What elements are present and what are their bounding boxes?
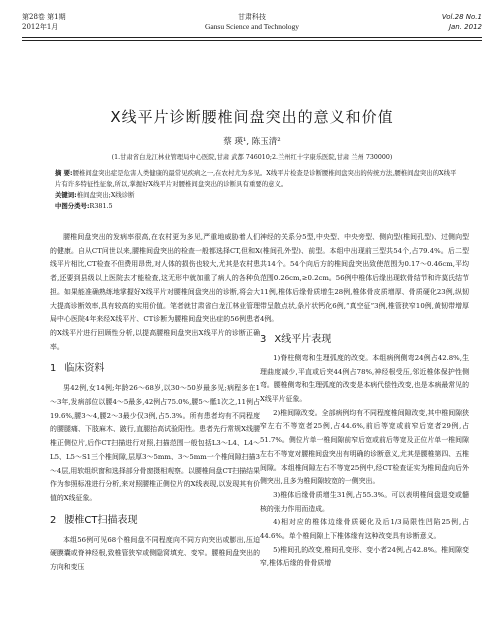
section-1-title: 临床资料 (64, 363, 105, 375)
section-2-number: 2 (50, 514, 57, 526)
section-3-title: X线平片表现 (274, 333, 332, 345)
right-column (260, 231, 469, 571)
volume-issue: 第28卷 第1期 (22, 13, 66, 21)
section-2-title: 腰椎CT扫描表现 (64, 514, 138, 526)
date-en: Jan. 2012 (448, 23, 482, 31)
section-3-number: 3 (260, 333, 267, 345)
section-1-number: 1 (50, 363, 57, 375)
section-2-heading (50, 513, 260, 529)
finding-item-4: 4)相对应的椎体边缘骨质硬化及后1/3局限性凹陷25例,占44.6%。单个椎间隙上下椎体缘有这种改变具有诊断意义。 (260, 518, 469, 541)
keywords-label: 关键词: (55, 191, 77, 199)
header-right (442, 12, 482, 32)
abstract-label: 摘 要: (55, 169, 73, 177)
journal-name-en: Gansu Science and Technology (204, 22, 300, 31)
volume-en: Vol.28 No.1 (441, 13, 482, 21)
finding-item-1: 1)脊柱侧弯和生理弧度的改变。本组病例侧弯24例占42.8%,生理曲度减少,平直或后突44例占78%,神经根受压,邻近椎体保护性侧弯。腰椎侧弯和生理弧度的改变是本病代偿性改变,也是本病最常见的X线平片征象。 (260, 353, 469, 404)
keywords-text: 椎间盘突出;X线诊断 (76, 191, 135, 199)
clc-text: R381.5 (89, 202, 113, 210)
publication-date: 2012年1月 (22, 23, 59, 31)
article-authors: 蔡 瑛¹, 陈玉清² (223, 137, 281, 147)
header-rule-thick (22, 37, 482, 38)
section-3-heading (260, 332, 469, 348)
abstract-text: 腰椎间盘突出症是危害人类健康的最常见疾病之一,在农村尤为多见。X线平片检查是诊断腰椎间盘突出的传统方法,腰椎间盘突出的X线平片有许多特征性征象,所以,掌握好X线平片对腰椎间盘突出的诊断具有重要的意义。 (55, 169, 457, 188)
journal-name-cn: 甘肃科技 (238, 13, 266, 21)
abstract (55, 168, 459, 190)
keywords (55, 190, 459, 201)
header-rule-thin (22, 40, 482, 41)
author-affiliation: (1.甘肃省白龙江林业管理局中心医院,甘肃 武都 746010;2.兰州红十字康乐医院,甘肃 兰州 730000) (111, 154, 393, 161)
intro-paragraph: 腰椎间盘突出的发病率很高,在农村更为多见,严重地威胁着人们的健康。自从CT问世以来,腰椎间盘突出的检查一般都选择CT,但和X线平片相比,CT检查不但费用昂贵,对人体的损伤也较大,尤其是农村患者,还要到县级以上医院去才能检查,这无形中就加重了病人的各种负担。如果能准确熟练地掌握好X线平片对腰椎间盘突出的诊断,将会大大提高诊断效率,具有较高的实用价值。笔者就甘肃省白龙江林业管理局中心医院4年来经X线平片、CT诊断为腰椎间盘突出症的56例患者的X线平片进行回顾性分析,以提高腰椎间盘突出X线平片的诊断正确率。 (50, 233, 260, 351)
section-2-paragraph: 本组56例可见68个椎间盘不同程度向不同方向突出或膨出,压迫硬膜囊或脊神经根,致椎管狭窄或侧隐窝填充、变窄。腰椎间盘突出的方向和变压 (50, 535, 260, 572)
clc-number (55, 201, 459, 212)
continued-paragraph: 神经的关系分5型,中央型、中央旁型、侧向型(椎间孔型)、过侧向型(椎间孔外型)、前型。本组中出现前三型共54个,占79.4%。后二型共14个。54个向后方的椎间盘突出致使范围为0.17～0.46cm,平均范围0.26cm,≥0.2cm。56例中椎体后缘出现软骨结节和许莫氏结节11例,椎体后缘骨质增生28例,椎体骨皮质增厚、骨质硬化23例,纵韧带呈散点状,条片状钙化6例,“真空征”3例,椎管狭窄10例,黄韧带增厚4例。 (260, 233, 469, 324)
finding-item-3: 3)椎体后缘骨质增生31例,占55.3%。可以表明椎间盘退变或髓核的张力作用而造成。 (260, 490, 469, 513)
finding-item-2: 2)椎间隙改变。全部病例均有不同程度椎间隙改变,其中椎间隙狭窄左右不等宽者25例,占44.6%,前后等宽或前窄后宽者29例,占51.7%。侧位片单一椎间隙前窄后宽或前后等宽及正位片单一椎间隙左右不等宽对腰椎间盘突出有明确的诊断意义,尤其是腰椎第四、五椎间隙。本组椎间隙左右不等宽25例中,经CT检查证实为椎间盘向后外侧突出,且多为椎间隙较宽的一侧突出。 (260, 408, 469, 486)
article-title: X线平片诊断腰椎间盘突出的意义和价值 (110, 108, 394, 126)
finding-item-5: 5)椎间孔的改变,椎间孔变形、变小者24例,占42.8%。椎间隙变窄,椎体后缘的骨骨质增 (260, 545, 469, 568)
abstract-block (55, 168, 459, 212)
left-column (50, 231, 260, 575)
clc-label: 中图分类号: (55, 202, 90, 210)
section-1-heading (50, 361, 260, 377)
section-1-paragraph: 男42例,女14例;年龄26～68岁,以30～50岁最多见;病程多在1～3年,发病部位以腰4～5最多,42例占75.0%,腰5～骶1次之,11例占19.6%,腰3～4,腰2～3最少仅3例,占5.3%。所有患者均有不同程度的腰腿痛、下肢麻木、跛行,直腿抬高试验阳性。患者先行常规X线腰椎正侧位片,后作CT扫描进行对照,扫描范围一般包括L3～L4、L4～L5、L5～S1三个椎间隙,层厚3～5mm、3～5mm一个椎间隙扫描3～4层,用软组织窗和选择部分骨窗摄相观察。以腰椎间盘CT扫描结果作为参照标准进行分析,来对照腰椎正侧位片的X线表现,以发现其有价值的X线征象。 (50, 384, 260, 502)
page-header (22, 12, 482, 48)
header-center (22, 12, 482, 32)
